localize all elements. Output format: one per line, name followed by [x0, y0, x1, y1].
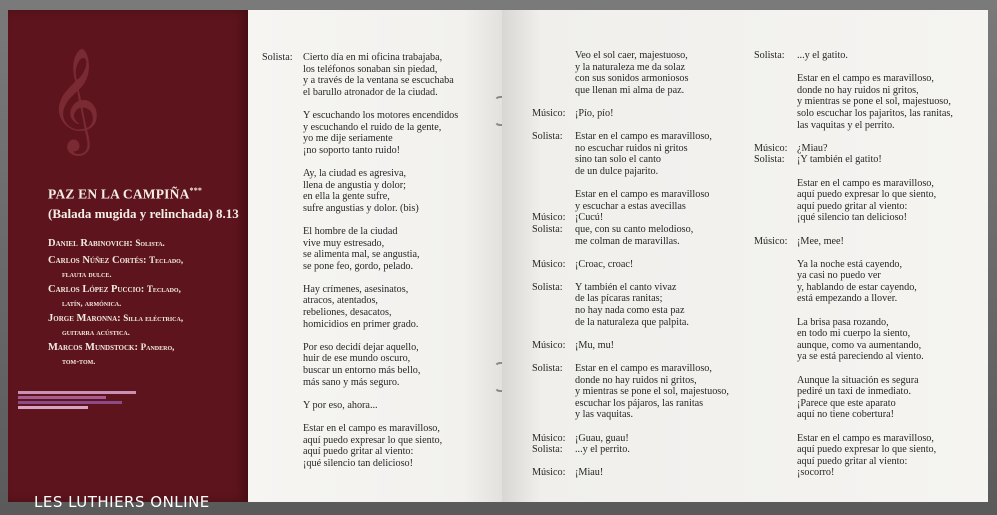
- lyric-block: [754, 50, 984, 62]
- lyric-line: y las vaquitas.: [575, 409, 634, 421]
- lyric-line: se pone feo, gordo, pelado.: [303, 260, 414, 272]
- lyric-lines: [303, 226, 502, 272]
- lyric-lines: [575, 363, 754, 421]
- speaker-label: [262, 168, 303, 214]
- credits-list: [48, 236, 248, 369]
- lyric-line: ¡Mee, mee!: [797, 235, 844, 247]
- lyric-line: en todo mi cuerpo la siento,: [797, 328, 911, 340]
- speaker-label: [754, 375, 797, 421]
- lyric-line: no escuchar ruidos ni gritos: [575, 142, 688, 154]
- lyric-lines: [575, 131, 754, 177]
- lyric-line: ¡Mu, mu!: [575, 339, 615, 351]
- lyric-lines: [575, 340, 754, 352]
- lyric-line: Estar en el campo es maravilloso,: [797, 177, 934, 189]
- speaker-label: Músico:: [532, 432, 566, 444]
- credit-role-continued: guitarra acústica.: [62, 327, 130, 337]
- credit-role-continued: latín, armónica.: [62, 298, 122, 308]
- lyric-block: [532, 363, 754, 421]
- speaker-label: [754, 73, 797, 131]
- lyric-line: está empezando a llover.: [797, 293, 898, 305]
- lyric-line: sufre angustias y dolor. (bis): [303, 202, 419, 214]
- lyric-line: vive muy estresado,: [303, 237, 385, 249]
- lyric-line: Estar en el campo es maravilloso,: [797, 432, 934, 444]
- lyric-line: en ella la gente sufre,: [303, 191, 390, 203]
- speaker-label: Solista:: [262, 52, 293, 63]
- lyric-line: ¡no soporto tanto ruido!: [303, 144, 401, 156]
- lyric-lines: [303, 52, 502, 98]
- lyric-line: y mientras se pone el sol, majestuoso,: [797, 96, 951, 108]
- speaker-label: [754, 259, 797, 305]
- lyric-block: [532, 224, 754, 247]
- lyric-line: Estar en el campo es maravilloso,: [575, 363, 712, 375]
- lyric-line: que, con su canto melodioso,: [575, 223, 694, 235]
- speaker-label: Músico:: [532, 212, 566, 224]
- lyric-line: El hombre de la ciudad: [303, 225, 398, 237]
- lyric-line: y a través de la ventana se escuchaba: [303, 75, 454, 87]
- lyric-line: homicidios en primer grado.: [303, 318, 419, 330]
- lyric-line: ¡Parece que este aparato: [797, 397, 896, 409]
- speaker-label: Músico:: [532, 339, 566, 351]
- lyric-line: y escuchar a estas avecillas: [575, 200, 686, 212]
- lyric-line: el barullo atronador de la ciudad.: [303, 86, 438, 98]
- lyric-block: [532, 212, 754, 224]
- speaker-label: Solista:: [532, 363, 563, 375]
- lyric-line: ¡Croac, croac!: [575, 258, 634, 270]
- lyric-block: [532, 467, 754, 479]
- lyric-line: donde no hay ruidos ni gritos,: [575, 374, 697, 386]
- lyric-line: Ya la noche está cayendo,: [797, 258, 903, 270]
- lyric-block: [754, 433, 984, 479]
- lyric-block: [262, 52, 502, 98]
- lyric-block: [532, 259, 754, 271]
- lyric-lines: [797, 259, 984, 305]
- credit-name: Marcos Mundstock:: [48, 342, 138, 353]
- lyric-lines: [797, 178, 984, 224]
- lyric-line: Y escuchando los motores encendidos: [303, 109, 459, 121]
- lyric-line: y escuchando el ruido de la gente,: [303, 121, 442, 133]
- lyric-line: ya se está pareciendo al viento.: [797, 351, 924, 363]
- speaker-label: Músico:: [532, 258, 566, 270]
- lyric-line: que llenan mi alma de paz.: [575, 84, 685, 96]
- lyric-line: buscar un entorno más bello,: [303, 365, 421, 377]
- lyric-line: aquí puedo gritar al viento:: [797, 200, 908, 212]
- lyric-line: Y también el canto vivaz: [575, 281, 677, 293]
- lyric-line: me colman de maravillas.: [575, 235, 680, 247]
- lyric-line: Por eso decidí dejar aquello,: [303, 341, 419, 353]
- credit-entry: [48, 282, 248, 309]
- lyric-lines: [797, 317, 984, 363]
- lyric-lines: [575, 212, 754, 224]
- credit-name: Daniel Rabinovich:: [48, 238, 133, 249]
- watermark: LES LUTHIERS ONLINE: [34, 493, 210, 511]
- lyric-lines: [303, 284, 502, 330]
- speaker-label: Solista:: [532, 223, 563, 235]
- lyric-block: [532, 108, 754, 120]
- speaker-label: Solista:: [532, 444, 563, 456]
- lyrics-page-1: [248, 10, 502, 502]
- lyric-lines: [575, 444, 754, 456]
- lyric-line: los teléfonos sonaban sin piedad,: [303, 63, 438, 75]
- lyric-block: [754, 375, 984, 421]
- lyric-block: [262, 226, 502, 272]
- lyric-block: [754, 143, 984, 155]
- lyric-block: [262, 110, 502, 156]
- lyric-line: ¡Cucú!: [575, 212, 604, 224]
- lyric-line: aquí no tiene cobertura!: [797, 409, 895, 421]
- lyrics-column-3: [754, 50, 984, 491]
- credit-entry: [48, 253, 248, 280]
- lyric-line: de un dulce pajarito.: [575, 165, 659, 177]
- credit-entry: [48, 236, 248, 251]
- lyric-line: de las pícaras ranitas;: [575, 293, 663, 305]
- lyric-line: las vaquitas y el perrito.: [797, 119, 895, 131]
- credit-role-continued: tom-tom.: [62, 356, 96, 366]
- lyric-block: [754, 317, 984, 363]
- lyric-line: y, hablando de estar cayendo,: [797, 281, 917, 293]
- speaker-label: [754, 178, 797, 224]
- lyric-line: ...y el gatito.: [797, 50, 848, 61]
- lyric-lines: [797, 433, 984, 479]
- credit-name: Jorge Maronna:: [48, 313, 121, 324]
- lyric-line: se alimenta mal, se angustia,: [303, 249, 420, 261]
- speaker-label: Solista:: [754, 154, 785, 166]
- stripe: [18, 401, 122, 404]
- lyric-line: yo me dije seriamente: [303, 133, 393, 145]
- speaker-label: [262, 110, 303, 156]
- speaker-label: [262, 226, 303, 272]
- speaker-label: [532, 50, 575, 96]
- stripe: [18, 396, 106, 399]
- lyric-line: Estar en el campo es maravilloso,: [797, 73, 934, 85]
- lyric-line: atracos, atentados,: [303, 295, 378, 307]
- lyric-line: más sano y más seguro.: [303, 376, 400, 388]
- lyric-line: ¡qué silencio tan delicioso!: [797, 212, 908, 224]
- lyric-line: pediré un taxi de inmediato.: [797, 386, 912, 398]
- lyric-line: aunque, como va aumentando,: [797, 339, 922, 351]
- lyric-block: [262, 423, 502, 469]
- speaker-label: Solista:: [532, 131, 563, 143]
- lyric-block: [262, 400, 502, 412]
- song-title: [48, 186, 202, 203]
- lyric-line: huir de ese mundo oscuro,: [303, 353, 411, 365]
- lyric-block: [532, 50, 754, 96]
- lyric-line: Estar en el campo es maravilloso,: [303, 423, 440, 434]
- speaker-label: [262, 342, 303, 388]
- credit-name: Carlos Núñez Cortés:: [48, 255, 147, 266]
- lyrics-column-1: [262, 52, 502, 481]
- credit-role: Teclado,: [149, 255, 184, 265]
- lyric-block: [262, 284, 502, 330]
- lyric-line: ¡Y también el gatito!: [797, 154, 882, 166]
- lyric-lines: [303, 168, 502, 214]
- treble-clef-icon: 𝄞: [48, 47, 102, 152]
- lyric-block: [754, 73, 984, 131]
- speaker-label: [754, 433, 797, 479]
- lyric-line: Aunque la situación es segura: [797, 374, 919, 386]
- speaker-label: [262, 284, 303, 330]
- song-title-mark: ***: [189, 186, 203, 195]
- lyric-line: sino tan solo el canto: [575, 154, 662, 166]
- lyric-block: [532, 444, 754, 456]
- speaker-label: Solista:: [532, 281, 563, 293]
- lyric-lines: [797, 50, 984, 62]
- credit-role: Teclado,: [146, 284, 181, 294]
- lyric-line: Ay, la ciudad es agresiva,: [303, 167, 407, 179]
- lyric-line: aquí puedo gritar al viento:: [303, 446, 414, 458]
- lyric-line: ¿Miau?: [797, 142, 828, 154]
- lyric-lines: [797, 143, 984, 155]
- speaker-label: [262, 400, 303, 412]
- lyric-line: ¡socorro!: [797, 467, 835, 479]
- stripe: [18, 406, 88, 409]
- lyric-lines: [797, 375, 984, 421]
- lyric-lines: [575, 467, 754, 479]
- song-title-text: PAZ EN LA CAMPIÑA: [48, 186, 190, 202]
- lyric-line: aquí puedo gritar al viento:: [797, 455, 908, 467]
- lyric-line: rebeliones, desacatos,: [303, 307, 392, 319]
- stripe: [18, 391, 136, 394]
- lyric-lines: [303, 110, 502, 156]
- lyric-lines: [303, 423, 502, 469]
- lyric-lines: [575, 189, 754, 212]
- lyric-line: aquí puedo expresar lo que siento,: [797, 189, 937, 201]
- lyric-line: de la naturaleza que palpita.: [575, 316, 689, 328]
- lyric-block: [532, 433, 754, 445]
- lyric-lines: [575, 282, 754, 328]
- lyric-line: ¡qué silencio tan delicioso!: [303, 457, 414, 469]
- speaker-label: Músico:: [754, 235, 788, 247]
- decorative-stripes: [18, 391, 136, 413]
- lyric-line: ¡Pío, pío!: [575, 107, 614, 119]
- lyric-block: [532, 189, 754, 212]
- credit-role: Solista.: [135, 238, 165, 248]
- lyric-block: [262, 168, 502, 214]
- speaker-label: [754, 317, 797, 363]
- lyric-lines: [575, 50, 754, 96]
- lyric-lines: [797, 73, 984, 131]
- lyric-lines: [575, 108, 754, 120]
- lyric-line: solo escuchar los pajaritos, las ranitas,: [797, 107, 953, 119]
- lyric-line: ya casi no puedo ver: [797, 270, 881, 282]
- lyric-line: con sus sonidos armoniosos: [575, 73, 689, 85]
- lyric-block: [754, 259, 984, 305]
- lyric-lines: [575, 259, 754, 271]
- speaker-label: Músico:: [532, 467, 566, 479]
- left-page: [8, 10, 248, 511]
- lyric-line: ¡Miau!: [575, 467, 604, 479]
- lyric-line: Cierto día en mi oficina trabajaba,: [303, 52, 443, 63]
- lyric-block: [532, 340, 754, 352]
- lyric-lines: [575, 433, 754, 445]
- lyric-line: Estar en el campo es maravilloso,: [575, 131, 712, 143]
- lyric-line: aquí puedo expresar lo que siento,: [303, 434, 443, 446]
- lyric-line: ¡Guau, guau!: [575, 432, 629, 444]
- lyric-line: La brisa pasa rozando,: [797, 316, 889, 328]
- credit-role-continued: flauta dulce.: [62, 269, 112, 279]
- speaker-label: [262, 423, 303, 469]
- speaker-label: [532, 189, 575, 212]
- lyric-line: Hay crímenes, asesinatos,: [303, 283, 409, 295]
- lyric-line: no hay nada como esta paz: [575, 305, 685, 317]
- lyrics-page-2: [502, 10, 988, 502]
- lyric-line: Veo el sol caer, majestuoso,: [575, 50, 688, 61]
- lyric-lines: [303, 342, 502, 388]
- song-subtitle: (Balada mugida y relinchada) 8.13: [48, 206, 239, 221]
- speaker-label: Músico:: [754, 142, 788, 154]
- lyrics-column-2: [532, 50, 754, 491]
- lyric-line: escuchar los pájaros, las ranitas: [575, 397, 704, 409]
- lyric-line: llena de angustia y dolor;: [303, 179, 406, 191]
- lyric-block: [262, 342, 502, 388]
- lyric-line: y mientras se pone el sol, majestuoso,: [575, 386, 729, 398]
- lyric-block: [754, 178, 984, 224]
- credit-name: Carlos López Puccio:: [48, 284, 145, 295]
- lyric-line: aquí puedo expresar lo que siento,: [797, 444, 937, 456]
- credit-role: Silla eléctrica,: [123, 313, 184, 323]
- lyric-lines: [797, 236, 984, 248]
- credit-role: Pandero,: [140, 342, 175, 352]
- lyric-lines: [797, 154, 984, 166]
- lyric-lines: [575, 224, 754, 247]
- lyric-block: [754, 236, 984, 248]
- speaker-label: Solista:: [754, 50, 785, 61]
- lyric-block: [532, 131, 754, 177]
- lyric-line: ...y el perrito.: [575, 444, 630, 456]
- lyric-block: [754, 154, 984, 166]
- credit-entry: [48, 340, 248, 367]
- credit-entry: [48, 311, 248, 338]
- lyric-line: Estar en el campo es maravilloso: [575, 189, 710, 201]
- lyric-lines: [303, 400, 502, 412]
- speaker-label: Músico:: [532, 107, 566, 119]
- lyric-block: [532, 282, 754, 328]
- lyric-line: Y por eso, ahora...: [303, 399, 378, 411]
- lyric-line: y la naturaleza me da solaz: [575, 61, 686, 73]
- lyric-line: donde no hay ruidos ni gritos,: [797, 84, 919, 96]
